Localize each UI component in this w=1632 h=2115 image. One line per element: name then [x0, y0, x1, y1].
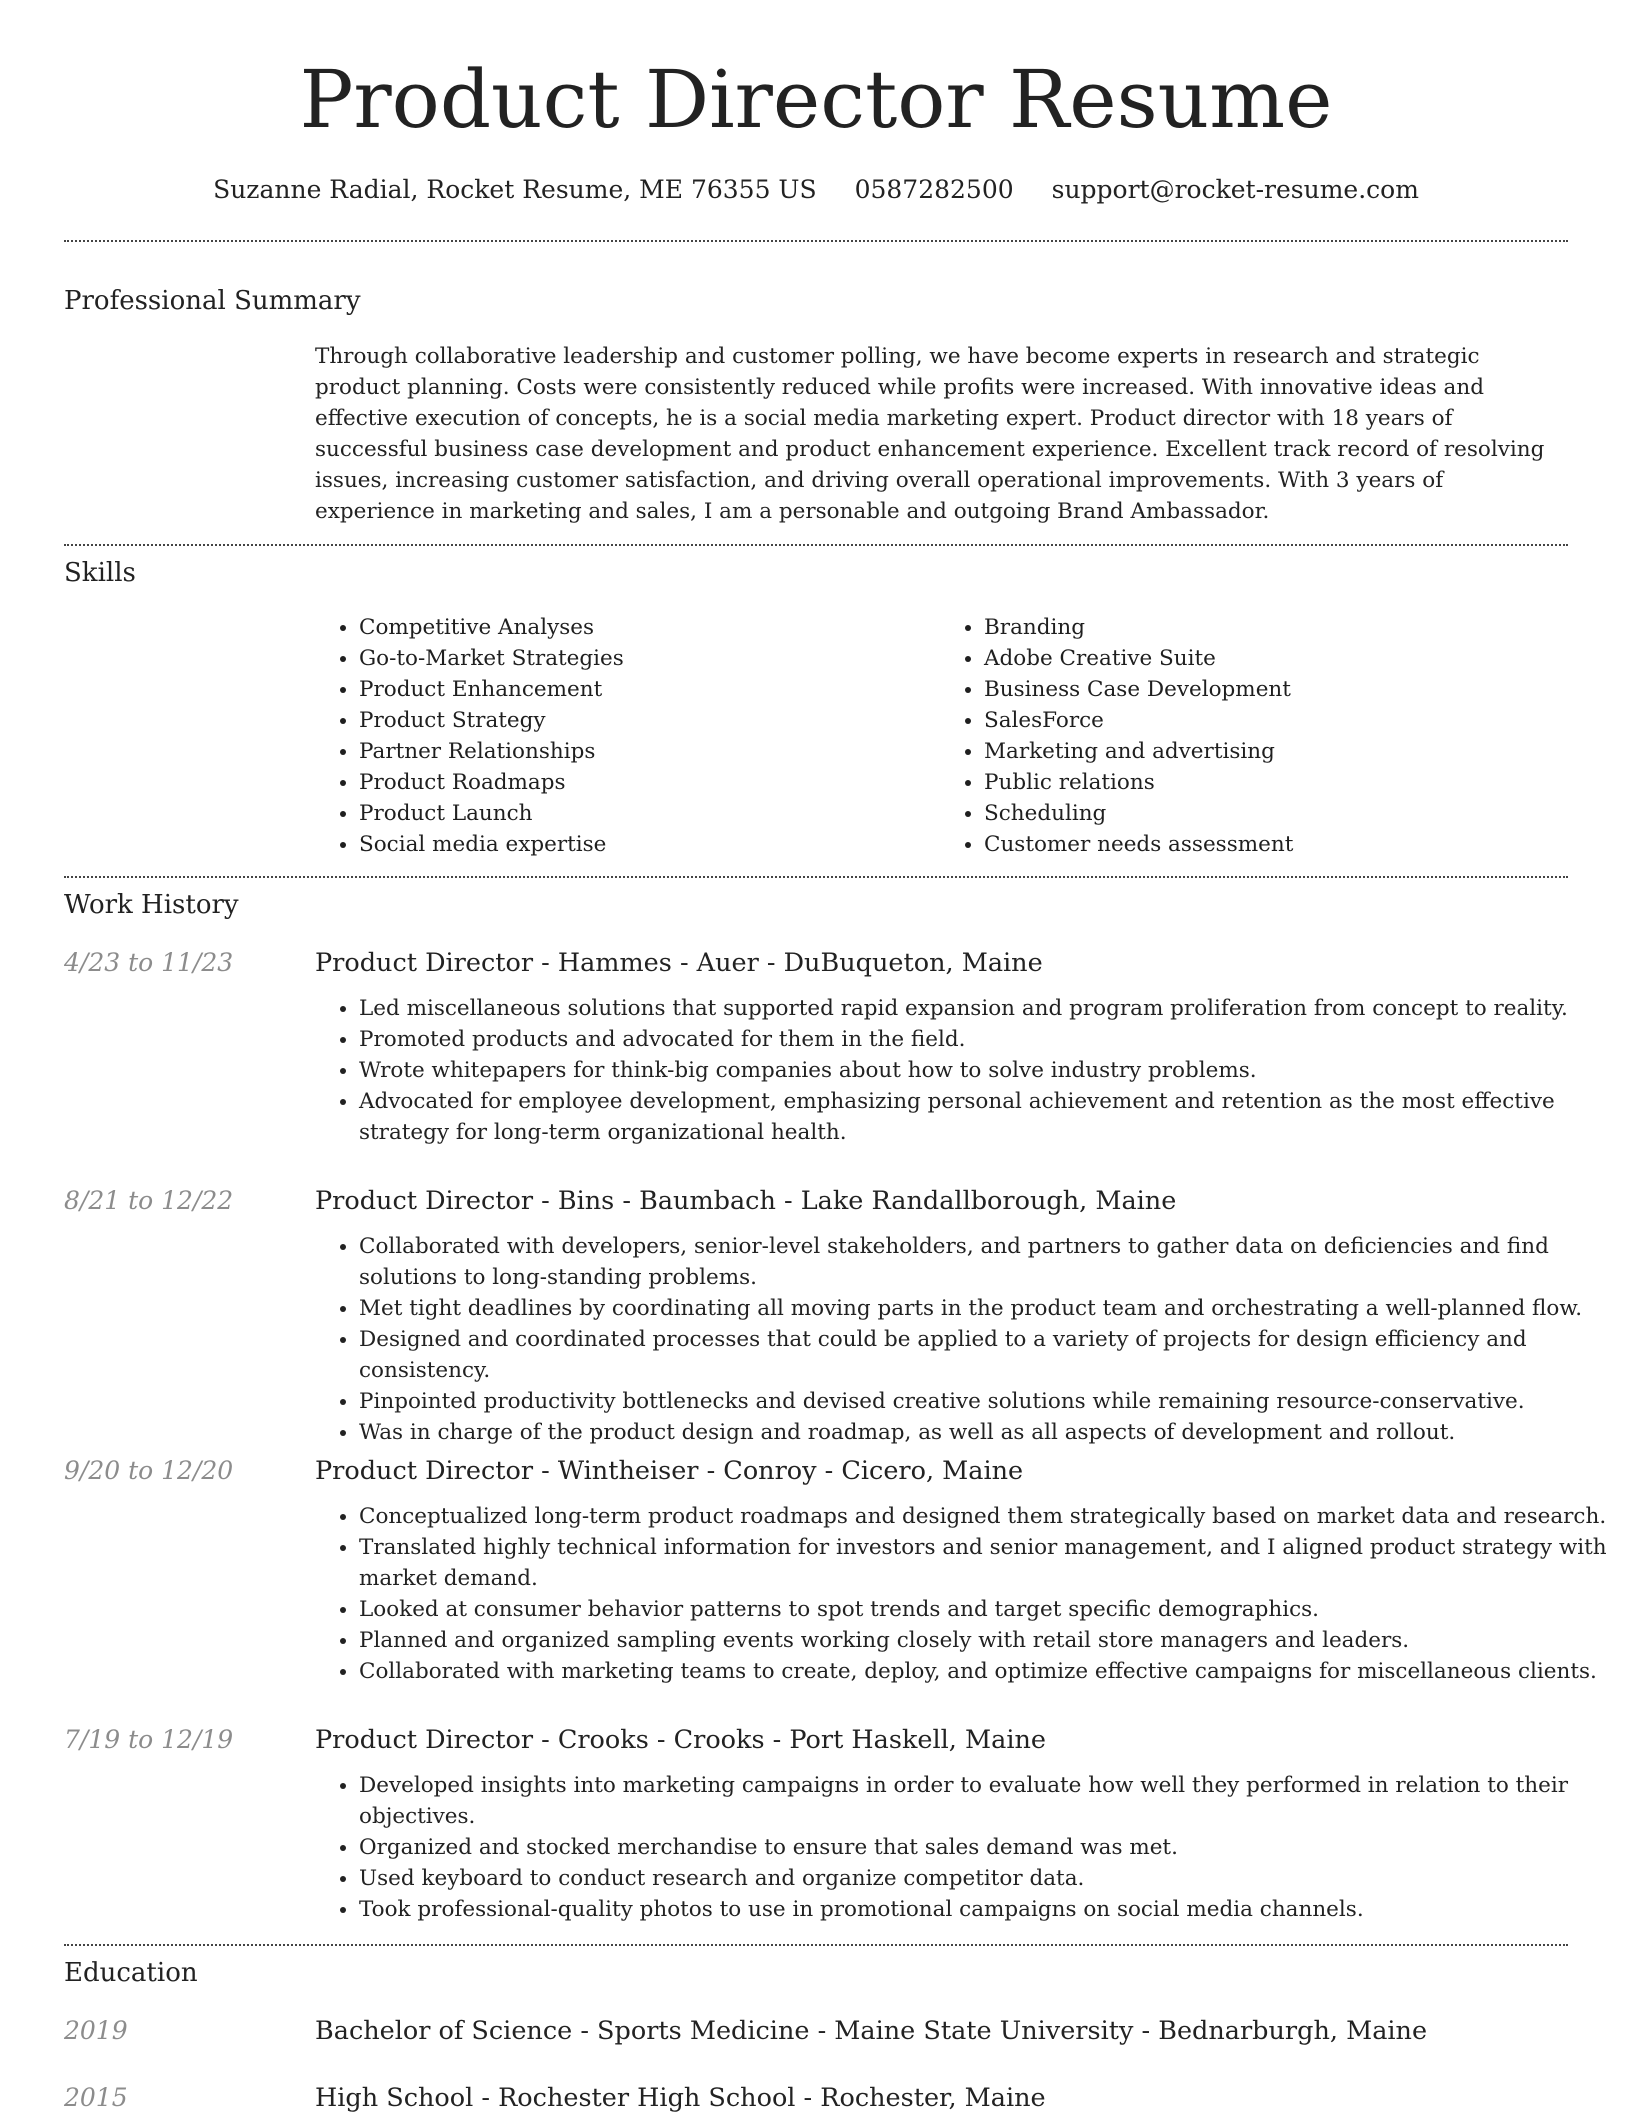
job-bullet: • Designed and coordinated processes that could be applied to a variety of projects for design efficiency and consistency. [359, 1324, 1609, 1386]
divider [64, 1944, 1568, 1946]
job-bullet: • Developed insights into marketing campaigns in order to evaluate how well they performed in relation to their objectives. [359, 1770, 1609, 1832]
section-title-summary: Professional Summary [64, 286, 361, 316]
section-title-skills: Skills [64, 558, 136, 588]
job-bullets [315, 1770, 1609, 1925]
page-title: Product Director Resume [299, 53, 1333, 146]
skill-item: • Business Case Development [984, 674, 1565, 705]
skill-item: • Competitive Analyses [359, 612, 940, 643]
contact-email[interactable]: support@rocket-resume.com [1051, 175, 1419, 204]
job-title: Product Director - Hammes - Auer - DuBuqueton, Maine [315, 948, 1043, 978]
job-bullet: • Planned and organized sampling events working closely with retail store managers and leaders. [359, 1625, 1609, 1656]
skills-list [315, 612, 1565, 860]
summary-text: Through collaborative leadership and customer polling, we have become experts in research and strategic product planning. Costs were consistently reduced while profits were increased. With innovative ideas and effective execution of concepts, he is a social media marketing expert. Product director with 18 years of successful business case development and product enhancement experience. Excellent track record of resolving issues, increasing customer satisfaction, and driving overall operational improvements. With 3 years of experience in marketing and sales, I am a personable and outgoing Brand Ambassador. [315, 344, 1545, 524]
divider [64, 544, 1568, 546]
skill-item: • Branding [984, 612, 1565, 643]
skill-item: • Public relations [984, 767, 1565, 798]
contact-address: Suzanne Radial, Rocket Resume, ME 76355 US [213, 175, 817, 204]
job-date: 8/21 to 12/22 [64, 1186, 234, 1215]
divider [64, 876, 1568, 878]
education-degree: High School - Rochester High School - Rochester, Maine [315, 2083, 1046, 2113]
job-bullet: • Collaborated with marketing teams to create, deploy, and optimize effective campaigns for miscellaneous clients. [359, 1656, 1609, 1687]
skill-item: • Product Launch [359, 798, 940, 829]
job-title: Product Director - Crooks - Crooks - Port Haskell, Maine [315, 1725, 1046, 1755]
job-title: Product Director - Bins - Baumbach - Lake Randallborough, Maine [315, 1186, 1177, 1216]
job-bullet: • Led miscellaneous solutions that supported rapid expansion and program proliferation from concept to reality. [359, 993, 1609, 1024]
job-bullet: • Met tight deadlines by coordinating all moving parts in the product team and orchestrating a well-planned flow. [359, 1293, 1609, 1324]
skill-item: • SalesForce [984, 705, 1565, 736]
skill-item: • Scheduling [984, 798, 1565, 829]
job-bullet: • Took professional-quality photos to use in promotional campaigns on social media channels. [359, 1894, 1609, 1925]
job-bullet: • Organized and stocked merchandise to ensure that sales demand was met. [359, 1832, 1609, 1863]
job-bullet: • Wrote whitepapers for think-big companies about how to solve industry problems. [359, 1055, 1609, 1086]
job-bullet: • Used keyboard to conduct research and organize competitor data. [359, 1863, 1609, 1894]
job-bullets [315, 993, 1609, 1148]
section-title-education: Education [64, 1958, 198, 1988]
job-bullet: • Pinpointed productivity bottlenecks and devised creative solutions while remaining resource-conservative. [359, 1386, 1609, 1417]
job-bullet: • Was in charge of the product design and roadmap, as well as all aspects of development and rollout. [359, 1417, 1609, 1448]
contact-line [0, 172, 1632, 208]
skill-item: • Adobe Creative Suite [984, 643, 1565, 674]
skill-item: • Product Enhancement [359, 674, 940, 705]
job-date: 9/20 to 12/20 [64, 1456, 234, 1485]
job-bullets [315, 1501, 1609, 1687]
education-date: 2015 [64, 2083, 128, 2112]
skill-item: • Product Roadmaps [359, 767, 940, 798]
job-bullet: • Looked at consumer behavior patterns to spot trends and target specific demographics. [359, 1594, 1609, 1625]
job-bullets [315, 1231, 1609, 1448]
job-bullet: • Conceptualized long-term product roadmaps and designed them strategically based on market data and research. [359, 1501, 1609, 1532]
job-bullet: • Advocated for employee development, emphasizing personal achievement and retention as the most effective strategy for long-term organizational health. [359, 1086, 1609, 1148]
skill-item: • Product Strategy [359, 705, 940, 736]
divider [64, 240, 1568, 242]
contact-phone[interactable]: 0587282500 [854, 175, 1014, 204]
job-bullet: • Promoted products and advocated for them in the field. [359, 1024, 1609, 1055]
skill-item: • Partner Relationships [359, 736, 940, 767]
job-title: Product Director - Wintheiser - Conroy - Cicero, Maine [315, 1456, 1024, 1486]
job-bullet: • Translated highly technical information for investors and senior management, and I aligned product strategy with market demand. [359, 1532, 1609, 1594]
skills-column-right [940, 612, 1565, 860]
skill-item: • Marketing and advertising [984, 736, 1565, 767]
skills-column-left [315, 612, 940, 860]
job-bullet: • Collaborated with developers, senior-level stakeholders, and partners to gather data on deficiencies and find solutions to long-standing problems. [359, 1231, 1609, 1293]
section-title-work-history: Work History [64, 890, 239, 920]
skill-item: • Customer needs assessment [984, 829, 1565, 860]
education-degree: Bachelor of Science - Sports Medicine - Maine State University - Bednarburgh, Maine [315, 2016, 1428, 2046]
education-date: 2019 [64, 2016, 128, 2045]
job-date: 4/23 to 11/23 [64, 948, 234, 977]
job-date: 7/19 to 12/19 [64, 1725, 234, 1754]
skill-item: • Go-to-Market Strategies [359, 643, 940, 674]
skill-item: • Social media expertise [359, 829, 940, 860]
